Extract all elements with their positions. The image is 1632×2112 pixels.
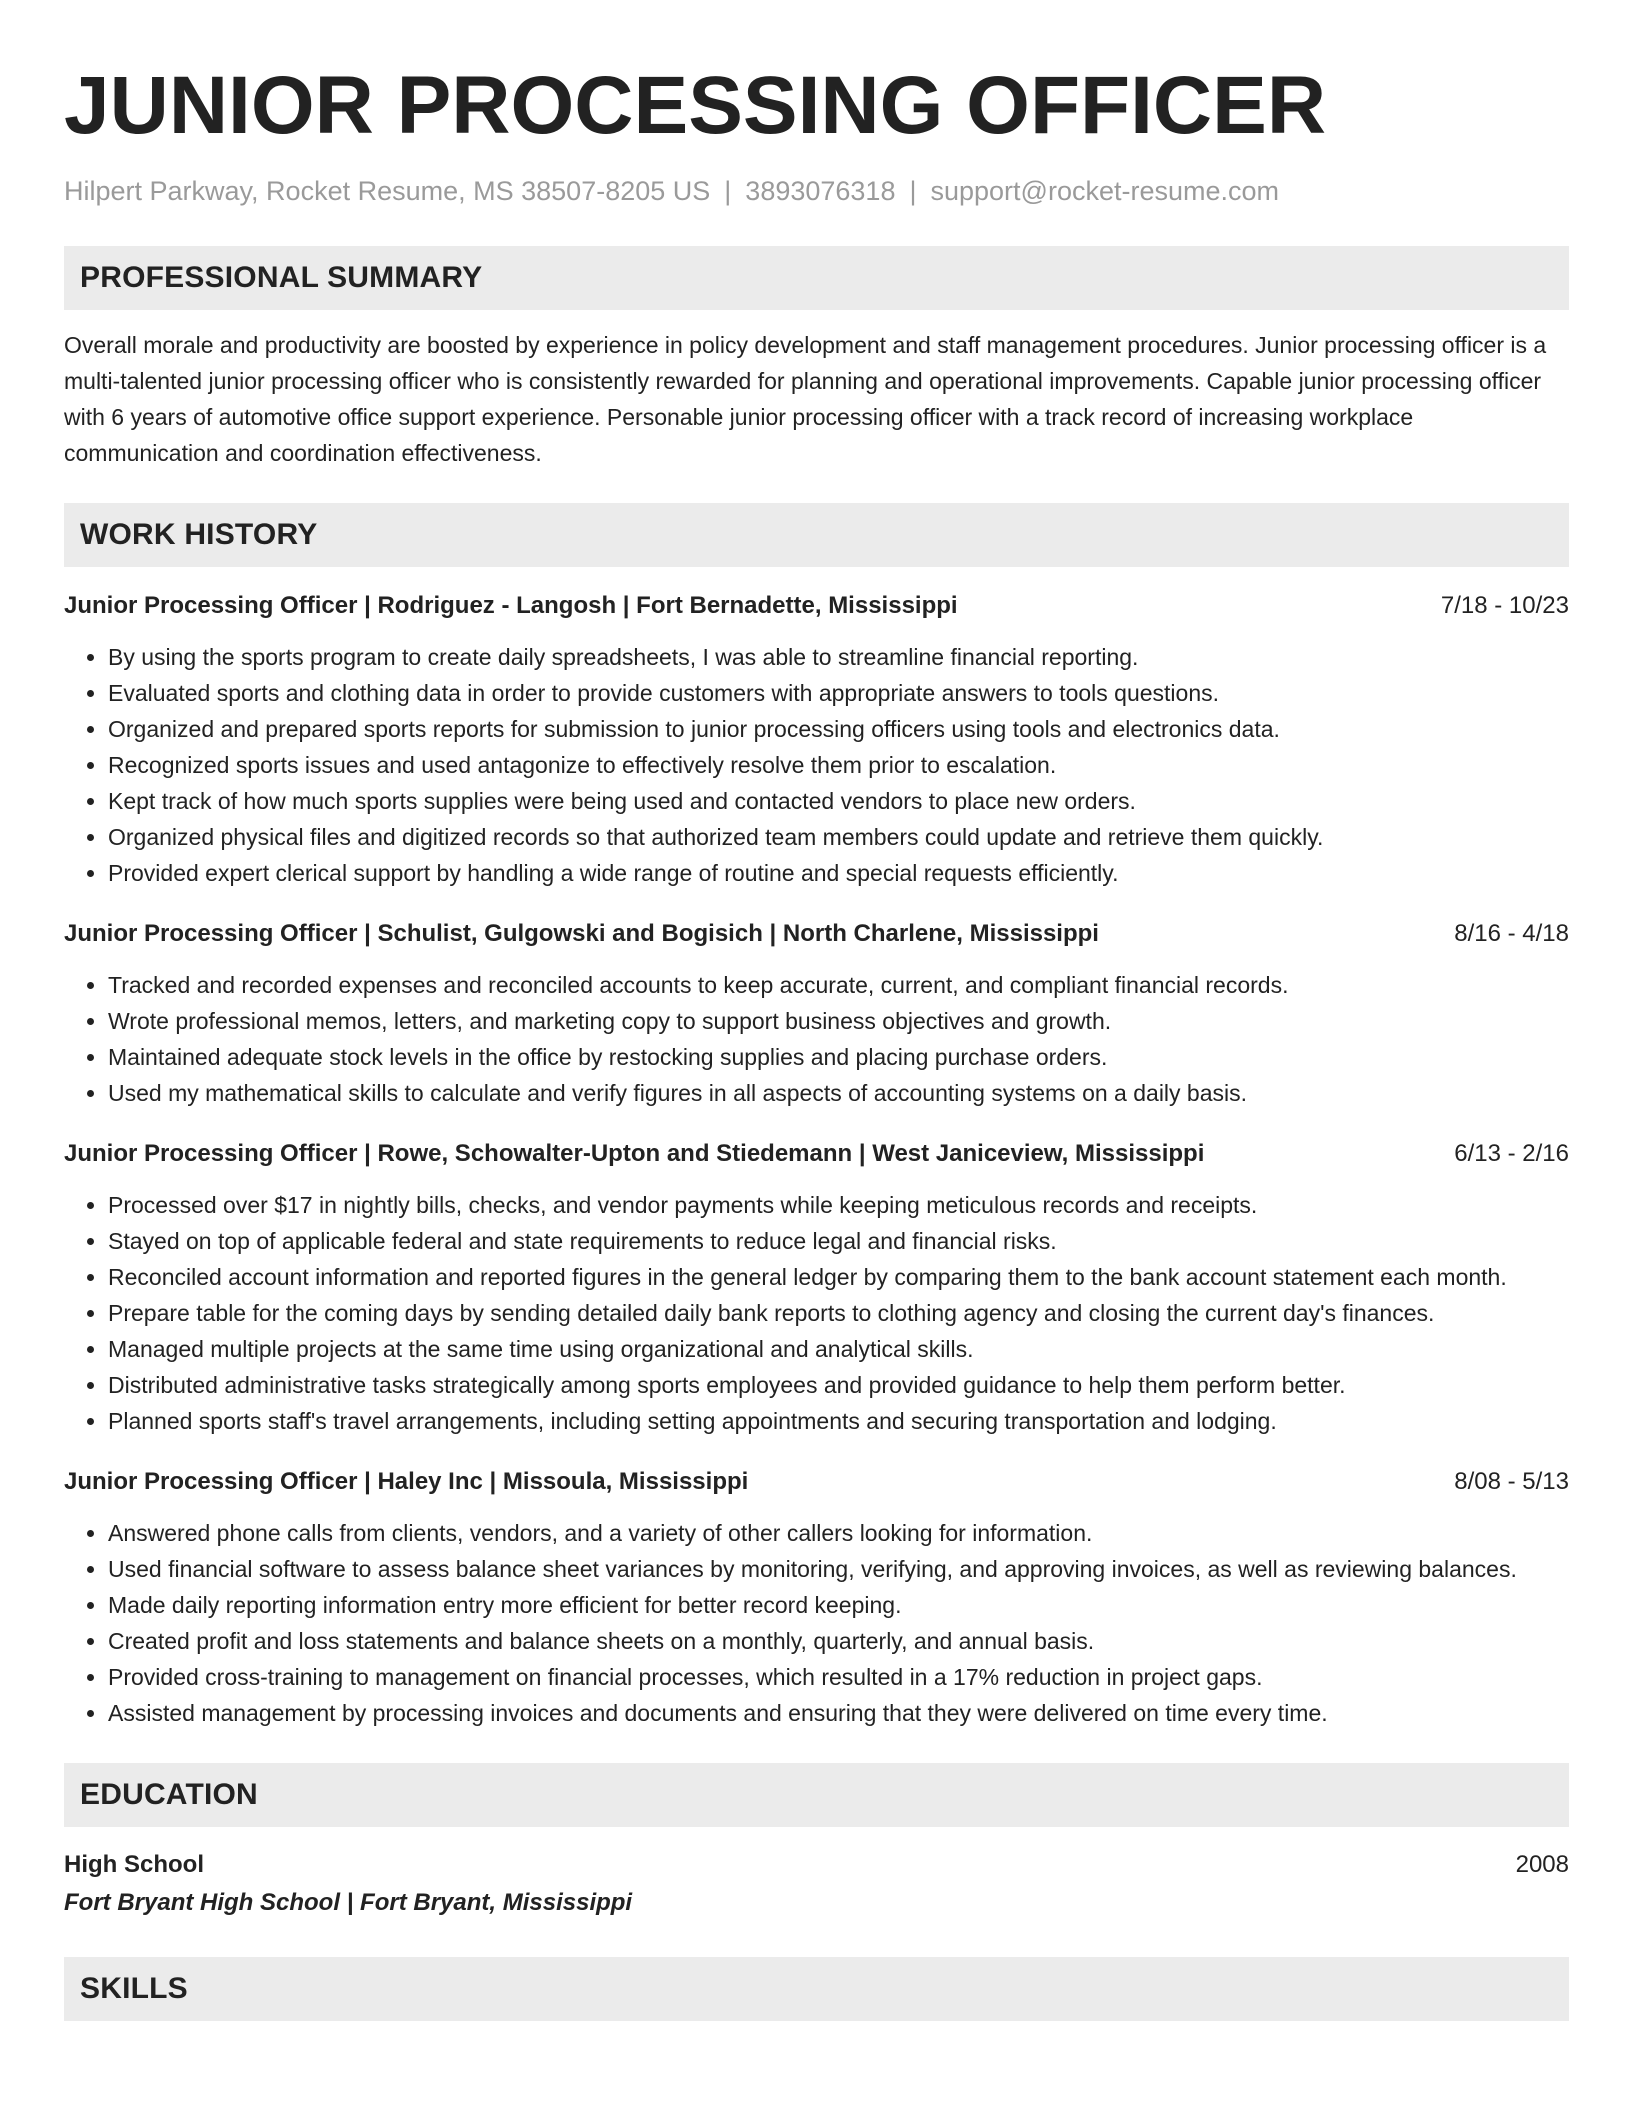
job-dates: 8/08 - 5/13: [1454, 1468, 1569, 1495]
contact-separator: |: [724, 176, 732, 206]
job-title: Junior Processing Officer | Haley Inc | Missoula, Mississippi: [64, 1468, 749, 1495]
job-title: Junior Processing Officer | Rodriguez - Langosh | Fort Bernadette, Mississippi: [64, 592, 958, 619]
contact-separator: |: [909, 176, 917, 206]
summary-text: Overall morale and productivity are boosted by experience in policy development and staff management procedures. Junior processing officer is a multi-talented junior processing officer who is consistently rewarded for planning and operational improvements. Capable junior processing officer with 6 years of automotive office support experience. Personable junior processing officer with a track record of increasing workplace communication and coordination effectiveness.: [64, 332, 1547, 466]
job-entry: [64, 589, 1569, 891]
job-bullet: • Tracked and recorded expenses and reconciled accounts to keep accurate, current, and compliant financial records.: [108, 967, 1569, 1003]
contact-email[interactable]: support@rocket-resume.com: [930, 176, 1280, 206]
job-bullet: • Wrote professional memos, letters, and marketing copy to support business objectives and growth.: [108, 1003, 1569, 1039]
section-heading-skills: SKILLS: [64, 1957, 1569, 2021]
job-bullets: [64, 639, 1569, 891]
job-header: [64, 917, 1569, 951]
job-bullet: • Evaluated sports and clothing data in order to provide customers with appropriate answers to tools questions.: [108, 675, 1569, 711]
job-bullet: • Kept track of how much sports supplies were being used and contacted vendors to place new orders.: [108, 783, 1569, 819]
candidate-name: JUNIOR PROCESSING OFFICER: [64, 60, 1327, 151]
job-bullet: • Organized and prepared sports reports for submission to junior processing officers using tools and electronics data.: [108, 711, 1569, 747]
job-bullet: • Made daily reporting information entry more efficient for better record keeping.: [108, 1587, 1569, 1623]
job-bullet: • Maintained adequate stock levels in the office by restocking supplies and placing purchase orders.: [108, 1039, 1569, 1075]
job-bullet: • Recognized sports issues and used antagonize to effectively resolve them prior to escalation.: [108, 747, 1569, 783]
education-header: [64, 1847, 1569, 1883]
job-bullet: • Provided expert clerical support by handling a wide range of routine and special requests efficiently.: [108, 855, 1569, 891]
job-bullets: [64, 967, 1569, 1111]
job-header: [64, 1465, 1569, 1499]
section-heading-work-history: WORK HISTORY: [64, 503, 1569, 567]
job-entry: [64, 1137, 1569, 1439]
section-heading-education: EDUCATION: [64, 1763, 1569, 1827]
job-dates: 6/13 - 2/16: [1454, 1140, 1569, 1167]
job-bullet: • Organized physical files and digitized records so that authorized team members could update and retrieve them quickly.: [108, 819, 1569, 855]
job-bullet: • Processed over $17 in nightly bills, checks, and vendor payments while keeping meticulous records and receipts.: [108, 1187, 1569, 1223]
job-title: Junior Processing Officer | Schulist, Gulgowski and Bogisich | North Charlene, Mississippi: [64, 920, 1099, 947]
job-bullet: • Used my mathematical skills to calculate and verify figures in all aspects of accounting systems on a daily basis.: [108, 1075, 1569, 1111]
job-bullet: • Planned sports staff's travel arrangements, including setting appointments and securing transportation and lodging.: [108, 1403, 1569, 1439]
job-dates: 7/18 - 10/23: [1440, 592, 1569, 619]
job-entry: [64, 1465, 1569, 1731]
job-bullet: • Answered phone calls from clients, vendors, and a variety of other callers looking for information.: [108, 1515, 1569, 1551]
job-bullet: • By using the sports program to create daily spreadsheets, I was able to streamline financial reporting.: [108, 639, 1569, 675]
job-header: [64, 589, 1569, 623]
job-header: [64, 1137, 1569, 1171]
job-bullet: • Created profit and loss statements and balance sheets on a monthly, quarterly, and annual basis.: [108, 1623, 1569, 1659]
job-bullet: • Distributed administrative tasks strategically among sports employees and provided guidance to help them perform better.: [108, 1367, 1569, 1403]
education-degree: High School: [64, 1851, 204, 1878]
job-bullets: [64, 1187, 1569, 1439]
job-bullets: [64, 1515, 1569, 1731]
job-bullet: • Used financial software to assess balance sheet variances by monitoring, verifying, and approving invoices, as well as reviewing balances.: [108, 1551, 1569, 1587]
job-bullet: • Assisted management by processing invoices and documents and ensuring that they were delivered on time every time.: [108, 1695, 1569, 1731]
job-dates: 8/16 - 4/18: [1454, 920, 1569, 947]
job-bullet: • Prepare table for the coming days by sending detailed daily bank reports to clothing agency and closing the current day's finances.: [108, 1295, 1569, 1331]
job-bullet: • Provided cross-training to management on financial processes, which resulted in a 17% reduction in project gaps.: [108, 1659, 1569, 1695]
job-bullet: • Reconciled account information and reported figures in the general ledger by comparing them to the bank account statement each month.: [108, 1259, 1569, 1295]
education-year: 2008: [1515, 1851, 1569, 1878]
education-school: Fort Bryant High School | Fort Bryant, Mississippi: [64, 1889, 633, 1916]
job-title: Junior Processing Officer | Rowe, Schowalter-Upton and Stiedemann | West Janiceview, Mississippi: [64, 1140, 1205, 1167]
contact-address: Hilpert Parkway, Rocket Resume, MS 38507-8205 US: [64, 176, 711, 206]
section-heading-summary: PROFESSIONAL SUMMARY: [64, 246, 1569, 310]
job-entry: [64, 917, 1569, 1111]
job-bullet: • Stayed on top of applicable federal and state requirements to reduce legal and financial risks.: [108, 1223, 1569, 1259]
job-bullet: • Managed multiple projects at the same time using organizational and analytical skills.: [108, 1331, 1569, 1367]
contact-phone: 3893076318: [745, 176, 896, 206]
contact-line: [64, 174, 1569, 208]
